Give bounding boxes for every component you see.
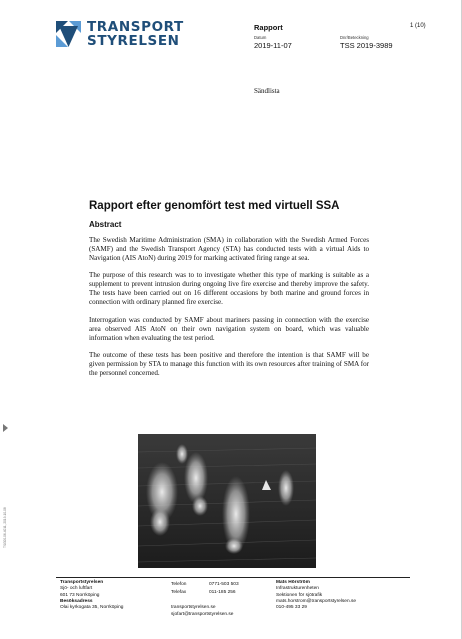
date-value: 2019-11-07 [254, 41, 292, 50]
recipient-list: Sändlista [254, 87, 280, 95]
abstract-paragraph-4: The outcome of these tests has been positive and therefore the intention is that SAMF will be given permission by STA to manage this function with its own resources after training of SMA for the personnel concerned. [89, 351, 369, 377]
document-type: Rapport [254, 23, 283, 32]
footer-fax-value: 011-185 256 [209, 590, 236, 595]
abstract-paragraph-1: The Swedish Maritime Administration (SMA) in collaboration with the Swedish Armed Forces (SAMF) and the Swedish Transport Agency (STA) has conducted tests with a virtual Aids to Navigation (AIS AtoN) during 2019 for marking activated firing range at sea. [89, 236, 369, 262]
sea-splash-photo [138, 434, 316, 568]
logo-line-2: STYRELSEN [87, 33, 180, 49]
triangle-right-icon [3, 424, 8, 432]
page-number: 1 (10) [410, 23, 426, 29]
footer-divider [56, 577, 410, 578]
footer-contact-section: Sektionen för sjötrafik [276, 592, 323, 598]
footer-contact-email[interactable]: mats.horstrom@transportstyrelsen.se [276, 598, 357, 604]
logo-wordmark [87, 20, 184, 48]
footer-fax-label: Telefax [171, 590, 187, 595]
footer-website-link[interactable]: transportstyrelsen.se [171, 605, 216, 610]
footer-email-link[interactable]: sjofart@transportstyrelsen.se [171, 612, 234, 617]
date-label: Datum [254, 35, 267, 40]
footer-contact-phone: 010-495 33 29 [276, 605, 307, 611]
footer-contact-name: Mats Hörström [276, 580, 310, 585]
footer-department: Sjö- och luftfart [60, 586, 93, 592]
footer-contact-unit: Infrastrukturenheten [276, 586, 319, 592]
footer-contact-block [276, 580, 356, 611]
transportstyrelsen-logo-icon [56, 21, 81, 49]
logo-line-1: TRANSPORT [87, 19, 184, 35]
footer-visit-address: Olai kyrkogata 35, Norrköping [60, 605, 124, 611]
footer-visit-label: Besöksadress [60, 598, 93, 604]
document-template-tag: TSG00-06-4011, 2019-10-08 [3, 507, 7, 548]
footer-org-name: Transportstyrelsen [60, 580, 104, 585]
reference-value: TSS 2019-3989 [340, 41, 393, 50]
abstract-heading: Abstract [89, 220, 122, 229]
abstract-paragraph-3: Interrogation was conducted by SAMF about mariners passing in connection with the exercise area observed AIS AtoN on their own navigation system on board, which was valuable information when evaluating the test period. [89, 315, 369, 342]
report-title: Rapport efter genomfört test med virtuell SSA [89, 200, 340, 212]
footer-phone-label: Telefon [171, 582, 187, 587]
abstract-paragraph-2: The purpose of this research was to to investigate whether this type of marking is suitable as a supplement to prevent intrusion during ongoing live fire exercise and thereby improve the safety. The tests have been carried out on 16 different occasions by both marine and ground forces in connection with ordinary planned fire exercise. [89, 271, 369, 307]
reference-label: Dnr/Beteckning [340, 35, 369, 40]
footer-org-block [60, 580, 123, 611]
transportstyrelsen-logo [56, 19, 184, 54]
abstract-body [89, 236, 369, 387]
footer-postal-address: 601 73 Norrköping [60, 592, 100, 598]
footer-phone-value: 0771-503 503 [209, 582, 239, 587]
